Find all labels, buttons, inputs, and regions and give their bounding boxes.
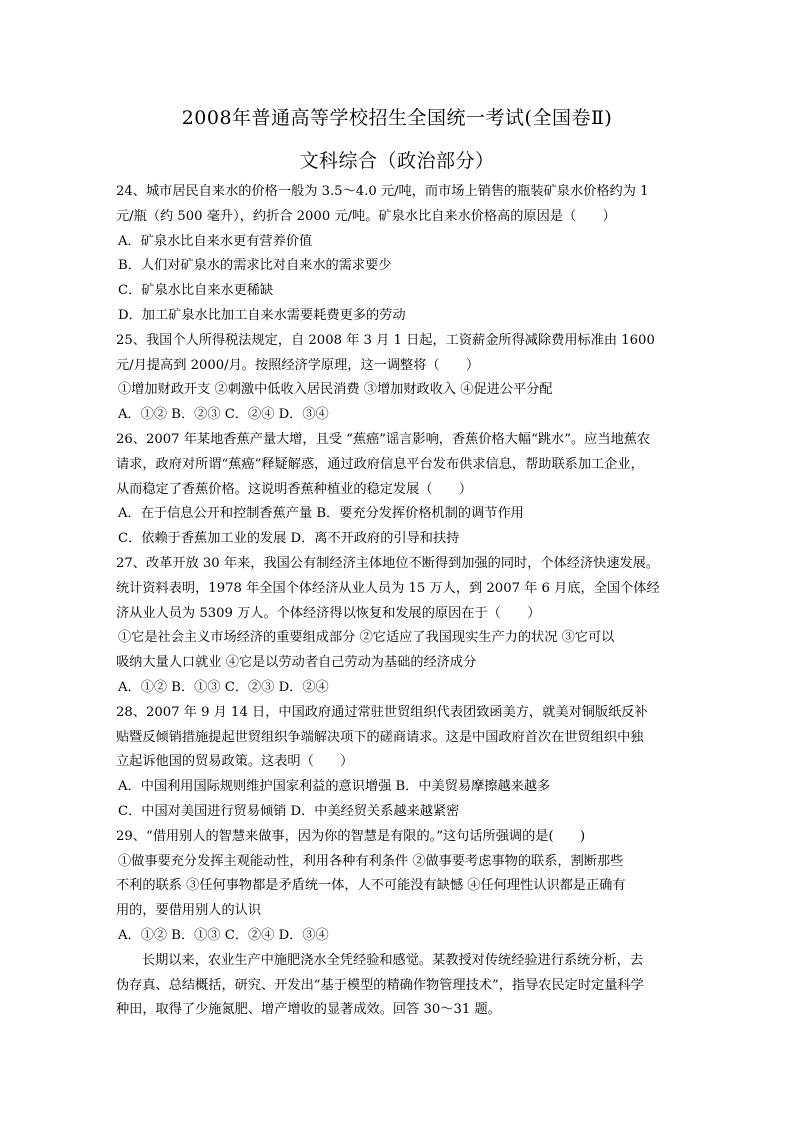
option-a: A．矿泉水比自来水更有营养价值: [118, 233, 313, 249]
question-items: 吸纳大量人口就业 ④它是以劳动者自己劳动为基础的经济成分: [116, 655, 477, 671]
question-29: [116, 825, 676, 949]
page-subtitle: 文科综合（政治部分）: [299, 150, 495, 172]
question-stem: 统计资料表明，1978 年全国个体经济从业人员为 15 万人，到 2007 年 6 月底，全国个体经: [116, 580, 660, 596]
question-28: [116, 701, 676, 825]
question-stem: 元/瓶（约 500 毫升），约折合 2000 元/吨。矿泉水比自来水价格高的原因是（ ）: [116, 208, 616, 224]
question-items: 用的，要借用别人的认识: [116, 903, 262, 919]
options-cd: C．依赖于香蕉加工业的发展 D．离不开政府的引导和扶持: [118, 531, 460, 547]
question-stem: 24、城市居民自来水的价格一般为 3.5～4.0 元/吨，而市场上销售的瓶装矿泉水价格约为 1: [116, 184, 649, 199]
options-ab: A．在于信息公开和控制香蕉产量 B．要充分发挥价格机制的调节作用: [118, 506, 524, 522]
question-stem: 从而稳定了香蕉价格。这说明香蕉种植业的稳定发展（ ）: [116, 481, 473, 497]
answer-options: A．①② B．①③ C．②③ D．②④: [118, 679, 329, 695]
answer-options: A．①② B．②③ C．②④ D．③④: [118, 407, 329, 423]
question-stem: 贴暨反倾销措施提起世贸组织争端解决项下的磋商请求。这是中国政府首次在世贸组织中独: [116, 729, 644, 745]
question-stem: 立起诉他国的贸易政策。这表明（ ）: [116, 754, 354, 770]
question-stem: 元/月提高到 2000/月。按照经济学原理，这一调整将（ ）: [116, 357, 480, 373]
questions-body: [116, 180, 676, 1023]
page-title: 2008年普通高等学校招生全国统一考试(全国卷Ⅱ): [181, 107, 613, 129]
answer-options: A．①② B．①③ C．②④ D．③④: [118, 927, 329, 943]
passage-text: 长期以来，农业生产中施肥浇水全凭经验和感觉。某教授对传统经验进行系统分析，去: [142, 952, 644, 968]
question-stem: 25、我国个人所得税法规定，自 2008 年 3 月 1 日起，工资薪金所得减除费用标准由 1600: [116, 332, 655, 348]
question-items: ①增加财政开支 ②刺激中低收入居民消费 ③增加财政收入 ④促进公平分配: [118, 382, 553, 398]
question-25: [116, 329, 676, 428]
question-items: ①它是社会主义市场经济的重要组成部分 ②它适应了我国现实生产力的状况 ③它可以: [118, 630, 615, 646]
question-stem: 26、2007 年某地香蕉产量大增，且受 “蕉癌”谣言影响，香蕉价格大幅“跳水”。应当地蕉农: [116, 431, 651, 447]
question-stem: 济从业人员为 5309 万人。个体经济得以恢复和发展的原因在于（ ）: [116, 605, 541, 621]
option-c: C．矿泉水比自来水更稀缺: [118, 283, 274, 299]
option-d: D．加工矿泉水比加工自来水需要耗费更多的劳动: [118, 307, 406, 323]
options-cd: C．中国对美国进行贸易倾销 D．中美经贸关系越来越紧密: [118, 803, 460, 819]
question-items: ①做事要充分发挥主观能动性，利用各种有利条件 ②做事要考虑事物的联系，割断那些: [118, 853, 624, 869]
reading-passage: [116, 949, 676, 1023]
question-items: 不利的联系 ③任何事物都是矛盾统一体，人不可能没有缺憾 ④任何理性认识都是正确有: [116, 878, 626, 894]
question-stem: 28、2007 年 9 月 14 日，中国政府通过常驻世贸组织代表团致函美方，就美对铜版纸反补: [116, 704, 648, 720]
option-b: B．人们对矿泉水的需求比对自来水的需求要少: [118, 258, 392, 274]
options-ab: A．中国利用国际规则维护国家利益的意识增强 B．中美贸易摩擦越来越多: [118, 779, 551, 795]
question-26: [116, 428, 676, 552]
passage-text: 伪存真、总结概括，研究、开发出“基于模型的精确作物管理技术”，指导农民定时定量科学: [116, 977, 644, 993]
question-24: [116, 180, 676, 329]
question-27: [116, 552, 676, 701]
question-stem: 29、“借用别人的智慧来做事，因为你的智慧是有限的。”这句话所强调的是( ): [116, 828, 586, 844]
passage-text: 种田，取得了少施氮肥、增产增收的显著成效。回答 30～31 题。: [116, 1002, 501, 1018]
question-stem: 27、改革开放 30 年来，我国公有制经济主体地位不断得到加强的同时，个体经济快速发展。: [116, 555, 660, 571]
question-stem: 请求，政府对所谓“蕉癌”释疑解惑，通过政府信息平台发布供求信息，帮助联系加工企业，: [116, 456, 644, 472]
